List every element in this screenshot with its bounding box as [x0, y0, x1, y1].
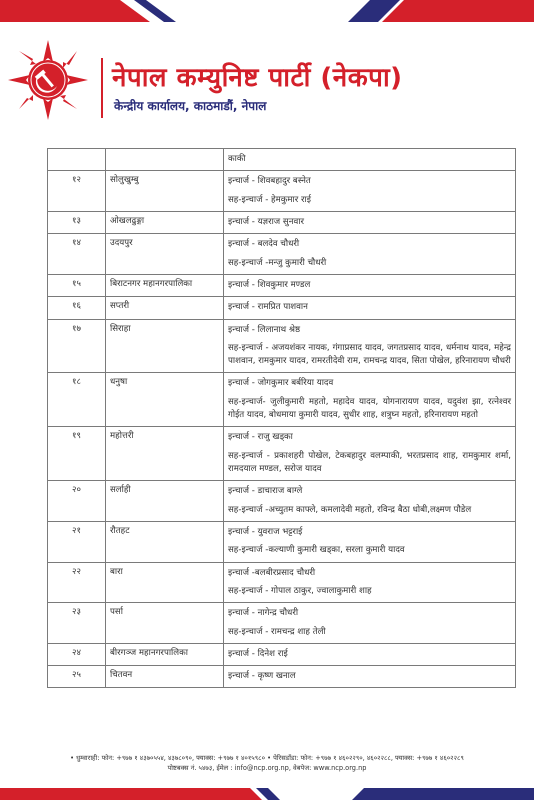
incharge-cell: [224, 666, 516, 688]
district-name: सिराहा: [110, 323, 131, 334]
incharge-cell: [224, 481, 516, 522]
incharge-cell: [224, 297, 516, 319]
district-cell: [106, 171, 224, 212]
incharge-line: सह-इन्चार्ज - प्रकाशहरी पोखेल, टेकबहादुर वलम्पाकी, भरतप्रसाद शाह, रामकुमार शर्मा, रामदयाल मण्डल, सरोज यादव: [228, 450, 511, 474]
row-number-cell: [48, 427, 106, 481]
district-name: सप्तरी: [110, 301, 130, 312]
table-row: [48, 427, 516, 481]
district-name: ओखलढुङ्गा: [110, 215, 145, 226]
row-number-cell: [48, 211, 106, 233]
row-number-cell: [48, 643, 106, 665]
district-cell: [106, 603, 224, 644]
table-row: [48, 211, 516, 233]
district-name: धनुषा: [110, 377, 128, 388]
row-number: १३: [72, 215, 81, 226]
district-name: उदयपुर: [110, 238, 133, 249]
incharge-line: इन्चार्ज - जोगकुमार बर्बरिया यादव: [228, 378, 334, 389]
incharge-line: इन्चार्ज - शिवकुमार मण्डल: [228, 279, 311, 290]
table-row: [48, 297, 516, 319]
district-cell: [106, 373, 224, 427]
incharge-table: [47, 148, 516, 688]
table-row: [48, 234, 516, 275]
incharge-line: इन्चार्ज - राजु खड्का: [228, 432, 293, 443]
district-name: बीरगञ्ज महानगरपालिका: [110, 647, 188, 658]
incharge-line: सह-इन्चार्ज - गोपाल ठाकुर, ज्वालाकुमारी शाह: [228, 585, 372, 596]
incharge-cell: [224, 521, 516, 562]
table-row: [48, 319, 516, 373]
row-number: २३: [72, 607, 81, 618]
header-color-band: [0, 0, 534, 22]
incharge-line: इन्चार्ज - युवराज भट्टराई: [228, 526, 303, 537]
row-number-cell: [48, 373, 106, 427]
row-number: १८: [72, 377, 81, 388]
incharge-line: इन्चार्ज - रामप्रित पाशवान: [228, 302, 308, 313]
district-cell: [106, 234, 224, 275]
incharge-line: सह-इन्चार्ज - हेमकुमार राई: [228, 194, 311, 205]
row-number: १६: [72, 301, 81, 312]
incharge-cell: [224, 171, 516, 212]
district-name: सोलुखुम्बु: [110, 175, 139, 186]
district-name: महोत्तरी: [110, 431, 134, 442]
incharge-cell: [224, 149, 516, 171]
row-number-cell: [48, 521, 106, 562]
district-cell: [106, 521, 224, 562]
row-number: १९: [72, 431, 81, 442]
incharge-cell: [224, 603, 516, 644]
district-cell: [106, 297, 224, 319]
district-cell: [106, 211, 224, 233]
footer-email-line: पोष्टबक्स नं. ५४७३, ईमेल : info@ncp.org.np, वेबपेज: www.ncp.org.np: [167, 763, 367, 772]
table-row: [48, 481, 516, 522]
district-name: बिराटनगर महानगरपालिका: [110, 278, 193, 289]
incharge-cell: [224, 643, 516, 665]
incharge-line: इन्चार्ज - कृष्ण खनाल: [228, 671, 296, 682]
row-number-cell: [48, 481, 106, 522]
row-number: १७: [72, 323, 81, 334]
party-name: नेपाल कम्युनिष्ट पार्टी (नेकपा): [112, 63, 403, 93]
incharge-line: सह-इन्चार्ज - अजयशंकर नायक, गंगाप्रसाद यादव, जगतप्रसाद यादव, धर्मनाथ यादव, महेन्द्र पाशवान, रामकुमार यादव, रामरतीदेवी राम, रामचन्द्र यादव, सिता पोखेल, हरिनारायण चौधरी: [228, 342, 511, 367]
incharge-line: इन्चार्ज - यज्ञराज सुनवार: [228, 216, 305, 227]
row-number: २४: [72, 647, 81, 658]
district-cell: [106, 562, 224, 603]
table-row: [48, 666, 516, 688]
district-cell: [106, 643, 224, 665]
district-name: बारा: [110, 566, 123, 577]
incharge-cell: [224, 562, 516, 603]
table-row: [48, 562, 516, 603]
table-row: [48, 521, 516, 562]
row-number-cell: [48, 319, 106, 373]
row-number-cell: [48, 603, 106, 644]
row-number-cell: [48, 149, 106, 171]
incharge-line: सह-इन्चार्ज - रामचन्द्र शाह तेली: [228, 626, 326, 637]
district-name: सर्लाही: [110, 485, 131, 496]
district-name: पर्सा: [110, 607, 123, 618]
incharge-line: सह-इन्चार्ज- जुलीकुमारी महतो, महादेव यादव, योगनारायण यादव, यदुवंश झा, रत्नेश्वर गोईत यादव, बोधमाया कुमारी यादव, सुधीर शाह, शत्रुघ्न महतो, हरिनारायण महतो: [228, 396, 511, 421]
row-number: २५: [72, 670, 81, 681]
incharge-table-body: [48, 149, 516, 688]
header-divider: [101, 58, 103, 118]
footer-phone-line: • धुम्वाराही: फोन: +९७७ १ ४३७०५५४, ४३७८०९०, फ्याक्स: +९७७ १ ४०१५९८० • पेरिसडाँडा: फोन: +९७७ १ ४६०२२९०, ४६०२२८८, फ्याक्स: +९७७ १ ४६०२२८९: [70, 754, 464, 762]
incharge-line: इन्चार्ज - लिलानाथ श्रेष्ठ: [228, 324, 301, 335]
table-row: [48, 274, 516, 296]
hammer-sickle-star-icon: [6, 38, 90, 122]
district-name: रौतहट: [110, 525, 130, 536]
incharge-cell: [224, 373, 516, 427]
incharge-line: सह-इन्चार्ज -कल्याणी कुमारी खड्का, सरला कुमारी यादव: [228, 545, 405, 556]
district-cell: [106, 666, 224, 688]
incharge-line: इन्चार्ज - डाचाराज बाग्ले: [228, 486, 303, 497]
incharge-line: इन्चार्ज -बलबीरप्रसाद चौधरी: [228, 567, 316, 578]
row-number-cell: [48, 666, 106, 688]
row-number: १५: [72, 278, 81, 289]
incharge-line: काकी: [228, 154, 246, 164]
incharge-line: सह-इन्चार्ज -मन्जु कुमारी चौधरी: [228, 257, 327, 268]
footer-contact: [4, 754, 530, 774]
incharge-line: इन्चार्ज - बलदेव चौधरी: [228, 239, 300, 250]
table-row: [48, 149, 516, 171]
row-number: २१: [72, 525, 81, 536]
row-number-cell: [48, 171, 106, 212]
district-name: चितवन: [110, 670, 133, 681]
incharge-line: इन्चार्ज - शिवबहादुर बस्नेत: [228, 176, 311, 187]
row-number-cell: [48, 562, 106, 603]
incharge-cell: [224, 234, 516, 275]
incharge-cell: [224, 427, 516, 481]
row-number: २२: [72, 566, 81, 577]
row-number-cell: [48, 297, 106, 319]
table-row: [48, 171, 516, 212]
footer-color-band: [0, 780, 534, 800]
incharge-cell: [224, 211, 516, 233]
row-number-cell: [48, 234, 106, 275]
party-logo: [6, 38, 90, 122]
incharge-line: इन्चार्ज - दिनेश राई: [228, 648, 288, 659]
incharge-line: इन्चार्ज - नागेन्द्र चौधरी: [228, 608, 299, 619]
table-row: [48, 603, 516, 644]
table-row: [48, 643, 516, 665]
district-cell: [106, 149, 224, 171]
table-row: [48, 373, 516, 427]
row-number-cell: [48, 274, 106, 296]
district-cell: [106, 427, 224, 481]
row-number: १२: [72, 175, 81, 186]
row-number: १४: [72, 238, 81, 249]
row-number: २०: [72, 485, 81, 496]
district-cell: [106, 481, 224, 522]
district-cell: [106, 319, 224, 373]
incharge-cell: [224, 319, 516, 373]
district-cell: [106, 274, 224, 296]
office-address: केन्द्रीय कार्यालय, काठमाडौं, नेपाल: [114, 99, 267, 113]
incharge-cell: [224, 274, 516, 296]
incharge-line: सह-इन्चार्ज -अच्युतम काफ्ले, कमलादेवी महतो, रविन्द्र बैठा धोबी,लक्ष्मण पौडेल: [228, 504, 472, 515]
